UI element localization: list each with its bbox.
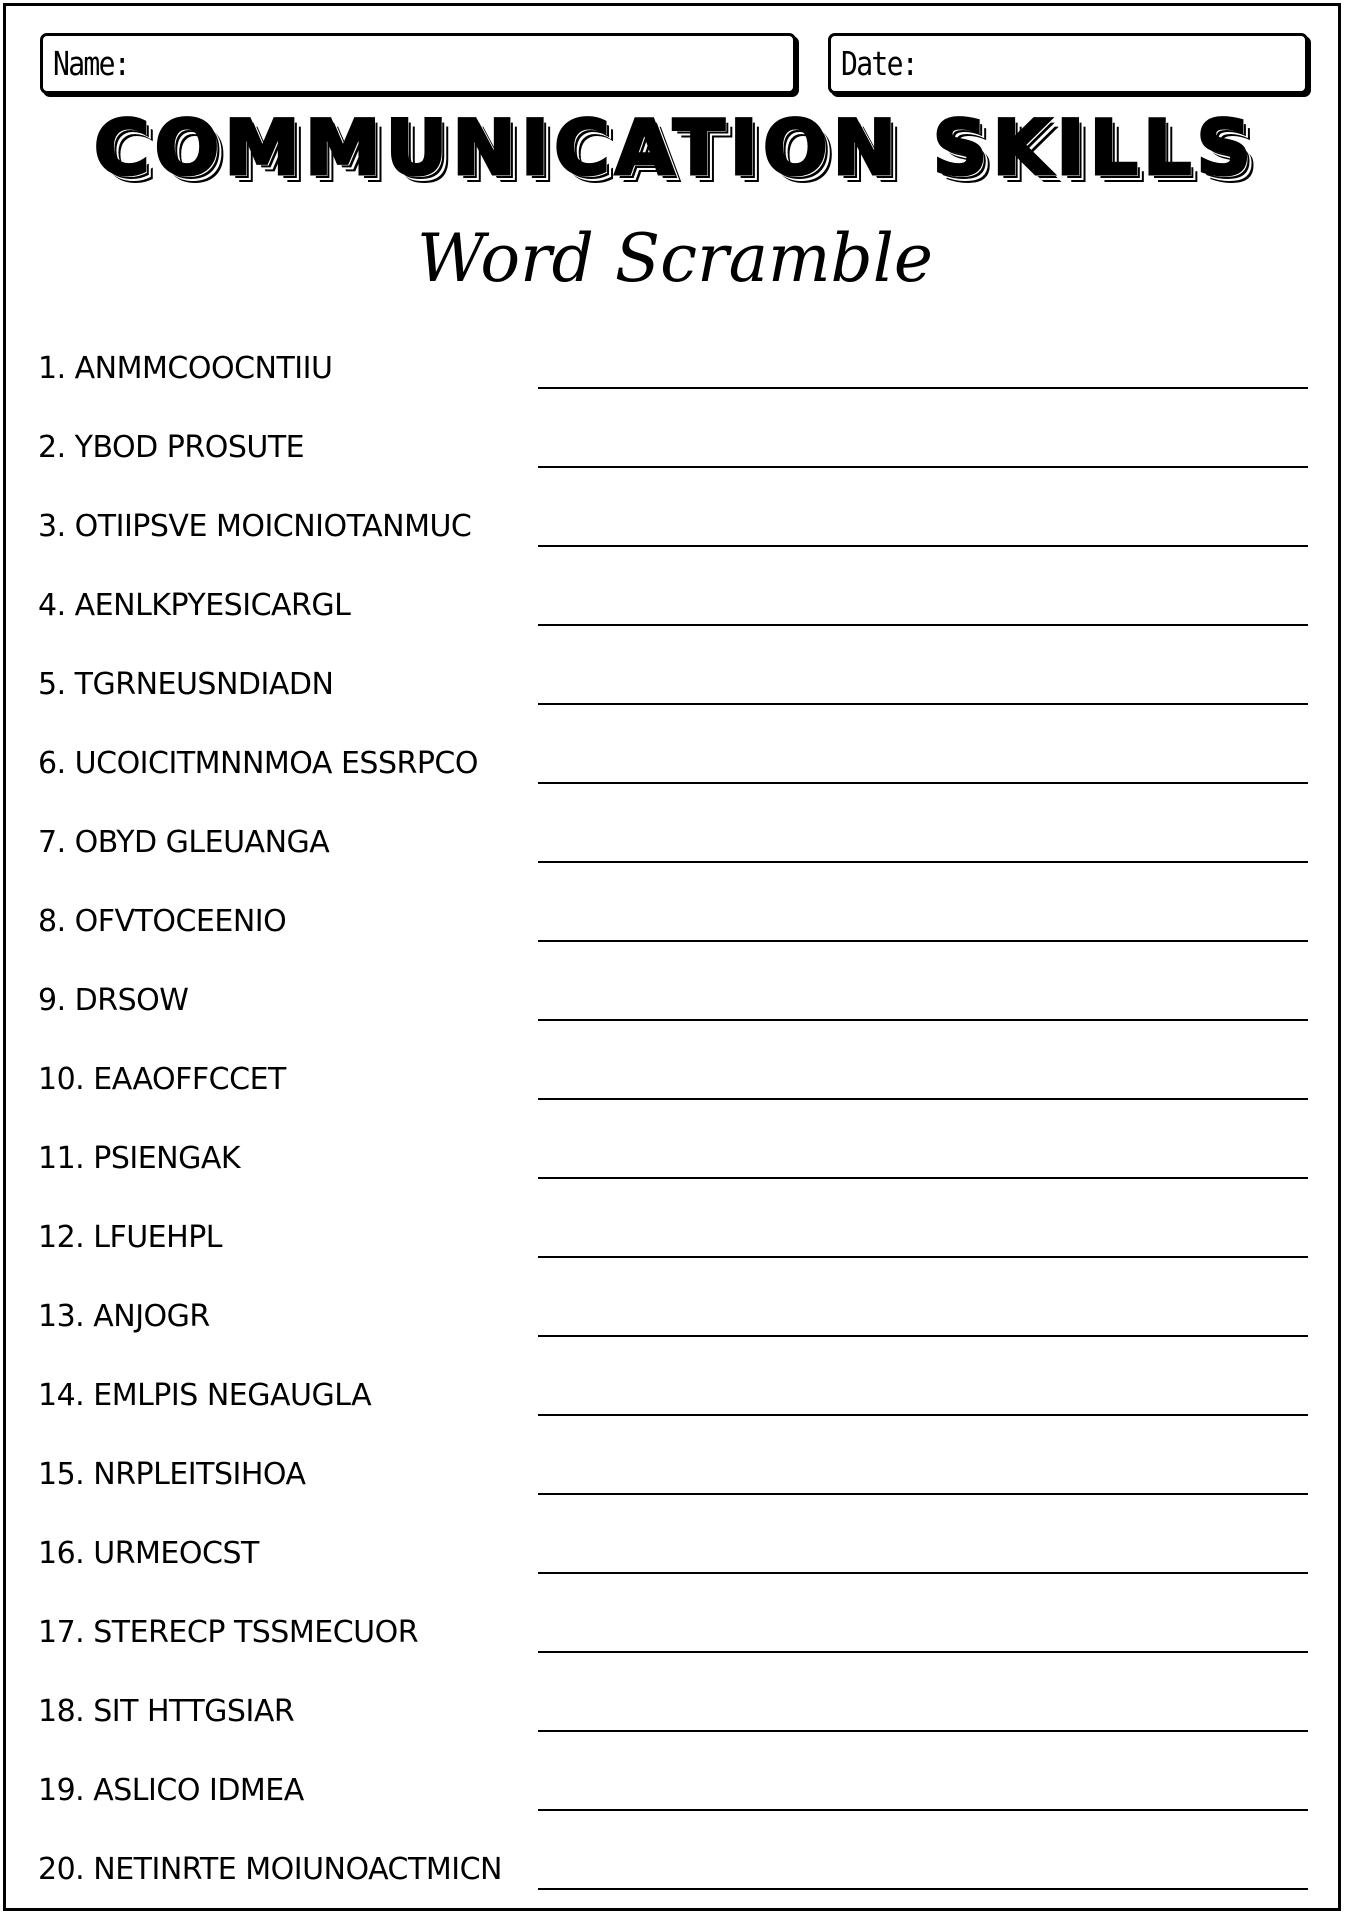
date-field[interactable] bbox=[828, 33, 1308, 94]
answer-line[interactable] bbox=[538, 1493, 1308, 1495]
scrambled-word: 4. AENLKPYESICARGL bbox=[38, 588, 351, 623]
list-item bbox=[38, 1609, 1308, 1688]
answer-line[interactable] bbox=[538, 1730, 1308, 1732]
answer-line[interactable] bbox=[538, 1256, 1308, 1258]
answer-line[interactable] bbox=[538, 1651, 1308, 1653]
list-item bbox=[38, 898, 1308, 977]
answer-line[interactable] bbox=[538, 624, 1308, 626]
scrambled-word: 9. DRSOW bbox=[38, 983, 189, 1018]
scrambled-word: 11. PSIENGAK bbox=[38, 1141, 241, 1176]
scrambled-word: 8. OFVTOCEENIO bbox=[38, 904, 287, 939]
list-item bbox=[38, 977, 1308, 1056]
list-item bbox=[38, 661, 1308, 740]
list-item bbox=[38, 1056, 1308, 1135]
page-subtitle: Word Scramble bbox=[417, 220, 933, 297]
scrambled-word: 5. TGRNEUSNDIADN bbox=[38, 667, 334, 702]
list-item bbox=[38, 740, 1308, 819]
list-item bbox=[38, 1372, 1308, 1451]
word-list bbox=[38, 345, 1308, 1925]
scrambled-word: 6. UCOICITMNNMOA ESSRPCO bbox=[38, 746, 478, 781]
list-item bbox=[38, 1688, 1308, 1767]
scrambled-word: 1. ANMMCOOCNTIIU bbox=[38, 351, 333, 386]
list-item bbox=[38, 1767, 1308, 1846]
scrambled-word: 14. EMLPIS NEGAUGLA bbox=[38, 1378, 372, 1413]
list-item bbox=[38, 1214, 1308, 1293]
answer-line[interactable] bbox=[538, 466, 1308, 468]
list-item bbox=[38, 503, 1308, 582]
answer-line[interactable] bbox=[538, 940, 1308, 942]
answer-line[interactable] bbox=[538, 782, 1308, 784]
answer-line[interactable] bbox=[538, 1019, 1308, 1021]
answer-line[interactable] bbox=[538, 703, 1308, 705]
scrambled-word: 3. OTIIPSVE MOICNIOTANMUC bbox=[38, 509, 472, 544]
answer-line[interactable] bbox=[538, 545, 1308, 547]
name-field[interactable] bbox=[40, 33, 796, 94]
scrambled-word: 20. NETINRTE MOIUNOACTMICN bbox=[38, 1852, 502, 1887]
name-label: Name: bbox=[53, 44, 129, 83]
answer-line[interactable] bbox=[538, 1098, 1308, 1100]
scrambled-word: 2. YBOD PROSUTE bbox=[38, 430, 305, 465]
answer-line[interactable] bbox=[538, 1414, 1308, 1416]
scrambled-word: 18. SIT HTTGSIAR bbox=[38, 1694, 295, 1729]
answer-line[interactable] bbox=[538, 1572, 1308, 1574]
list-item bbox=[38, 1293, 1308, 1372]
date-input[interactable] bbox=[1007, 42, 1295, 85]
answer-line[interactable] bbox=[538, 861, 1308, 863]
answer-line[interactable] bbox=[538, 387, 1308, 389]
answer-line[interactable] bbox=[538, 1177, 1308, 1179]
scrambled-word: 10. EAAOFFCCET bbox=[38, 1062, 286, 1097]
answer-line[interactable] bbox=[538, 1888, 1308, 1890]
page-title: COMMUNICATION SKILLS bbox=[93, 103, 1257, 192]
list-item bbox=[38, 424, 1308, 503]
scrambled-word: 16. URMEOCST bbox=[38, 1536, 259, 1571]
scrambled-word: 15. NRPLEITSIHOA bbox=[38, 1457, 306, 1492]
scrambled-word: 13. ANJOGR bbox=[38, 1299, 210, 1334]
list-item bbox=[38, 1451, 1308, 1530]
list-item bbox=[38, 345, 1308, 424]
answer-line[interactable] bbox=[538, 1335, 1308, 1337]
scrambled-word: 17. STERECP TSSMECUOR bbox=[38, 1615, 419, 1650]
list-item bbox=[38, 1530, 1308, 1609]
date-label: Date: bbox=[841, 44, 917, 83]
scrambled-word: 7. OBYD GLEUANGA bbox=[38, 825, 330, 860]
scrambled-word: 19. ASLICO IDMEA bbox=[38, 1773, 304, 1808]
name-input[interactable] bbox=[329, 42, 783, 85]
list-item bbox=[38, 582, 1308, 661]
scrambled-word: 12. LFUEHPL bbox=[38, 1220, 222, 1255]
list-item bbox=[38, 819, 1308, 898]
list-item bbox=[38, 1846, 1308, 1925]
answer-line[interactable] bbox=[538, 1809, 1308, 1811]
list-item bbox=[38, 1135, 1308, 1214]
